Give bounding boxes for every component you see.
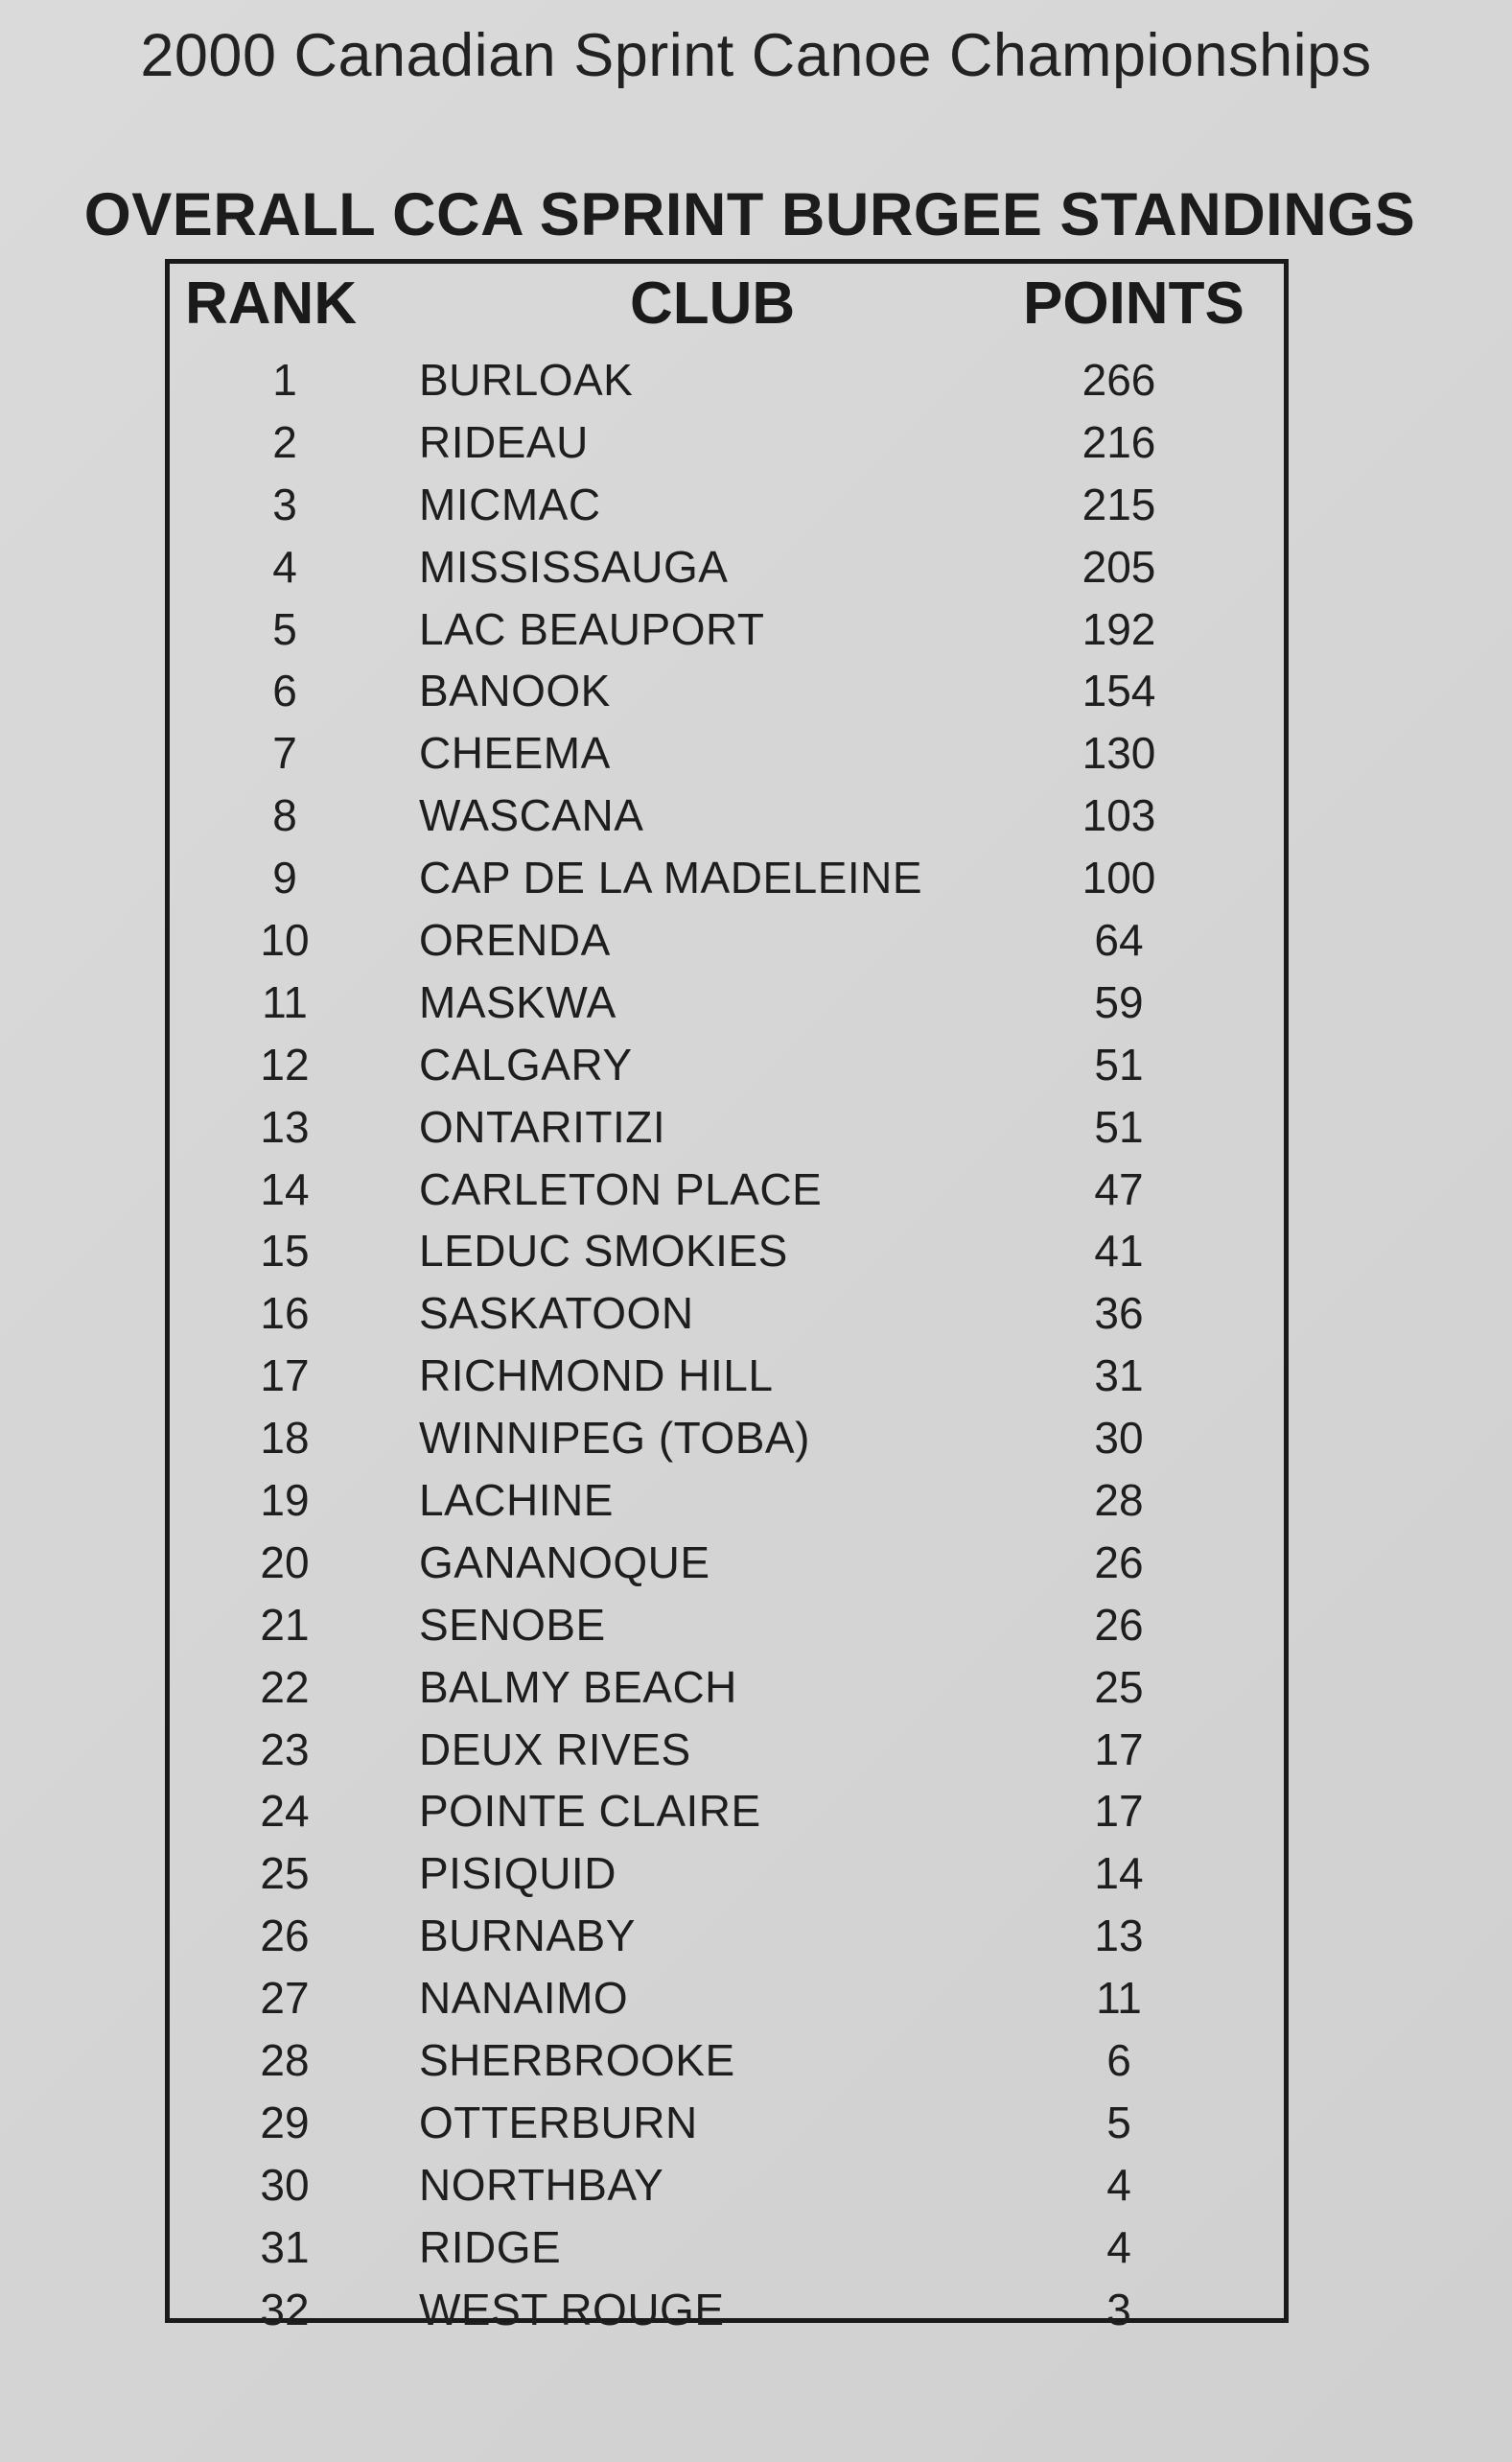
column-header-club: CLUB bbox=[630, 270, 796, 337]
table-row bbox=[170, 971, 1284, 1033]
table-row bbox=[170, 410, 1284, 473]
table-row bbox=[170, 1344, 1284, 1406]
document-title: 2000 Canadian Sprint Canoe Championships bbox=[140, 22, 1372, 89]
rank-cell: 1 bbox=[272, 355, 297, 405]
rank-cell: 20 bbox=[260, 1536, 310, 1587]
points-cell: 6 bbox=[1106, 2035, 1131, 2086]
column-header-points: POINTS bbox=[1023, 270, 1244, 337]
club-cell: MICMAC bbox=[419, 479, 601, 529]
points-cell: 215 bbox=[1082, 479, 1156, 529]
club-cell: PISIQUID bbox=[419, 1848, 616, 1899]
points-cell: 4 bbox=[1106, 2159, 1131, 2210]
rank-cell: 12 bbox=[260, 1039, 310, 1090]
table-row bbox=[170, 2028, 1284, 2091]
points-cell: 3 bbox=[1106, 2284, 1131, 2334]
table-row bbox=[170, 2216, 1284, 2278]
club-cell: BURNABY bbox=[419, 1911, 636, 1961]
club-cell: RICHMOND HILL bbox=[419, 1350, 774, 1401]
points-cell: 154 bbox=[1082, 666, 1156, 716]
club-cell: ONTARITIZI bbox=[419, 1101, 666, 1152]
club-cell: OTTERBURN bbox=[419, 2097, 698, 2147]
points-cell: 47 bbox=[1094, 1163, 1144, 1214]
club-cell: WEST ROUGE bbox=[419, 2284, 725, 2334]
rank-cell: 14 bbox=[260, 1163, 310, 1214]
points-cell: 31 bbox=[1094, 1350, 1144, 1401]
rank-cell: 9 bbox=[272, 853, 297, 903]
table-row bbox=[170, 1593, 1284, 1655]
table-row bbox=[170, 2091, 1284, 2153]
club-cell: CALGARY bbox=[419, 1039, 633, 1090]
table-row bbox=[170, 1406, 1284, 1468]
table-row bbox=[170, 473, 1284, 535]
points-cell: 103 bbox=[1082, 790, 1156, 841]
rank-cell: 29 bbox=[260, 2097, 310, 2147]
points-cell: 26 bbox=[1094, 1536, 1144, 1587]
points-cell: 205 bbox=[1082, 541, 1156, 592]
rank-cell: 7 bbox=[272, 728, 297, 779]
rank-cell: 26 bbox=[260, 1911, 310, 1961]
table-row bbox=[170, 2278, 1284, 2340]
rank-cell: 19 bbox=[260, 1475, 310, 1526]
table-row bbox=[170, 1531, 1284, 1593]
points-cell: 59 bbox=[1094, 976, 1144, 1027]
rank-cell: 8 bbox=[272, 790, 297, 841]
rank-cell: 4 bbox=[272, 541, 297, 592]
club-cell: NORTHBAY bbox=[419, 2159, 664, 2210]
points-cell: 192 bbox=[1082, 603, 1156, 654]
rank-cell: 24 bbox=[260, 1786, 310, 1837]
club-cell: BURLOAK bbox=[419, 355, 634, 405]
rank-cell: 16 bbox=[260, 1288, 310, 1339]
rank-cell: 27 bbox=[260, 1973, 310, 2024]
club-cell: LACHINE bbox=[419, 1475, 614, 1526]
club-cell: SHERBROOKE bbox=[419, 2035, 735, 2086]
club-cell: WASCANA bbox=[419, 790, 644, 841]
club-cell: NANAIMO bbox=[419, 1973, 629, 2024]
points-cell: 30 bbox=[1094, 1413, 1144, 1464]
rank-cell: 18 bbox=[260, 1413, 310, 1464]
points-cell: 25 bbox=[1094, 1661, 1144, 1712]
points-cell: 17 bbox=[1094, 1723, 1144, 1774]
points-cell: 266 bbox=[1082, 355, 1156, 405]
rank-cell: 2 bbox=[272, 416, 297, 467]
rank-cell: 15 bbox=[260, 1226, 310, 1277]
rank-cell: 13 bbox=[260, 1101, 310, 1152]
rank-cell: 28 bbox=[260, 2035, 310, 2086]
club-cell: SASKATOON bbox=[419, 1288, 694, 1339]
rank-cell: 5 bbox=[272, 603, 297, 654]
club-cell: SENOBE bbox=[419, 1599, 606, 1650]
table-row bbox=[170, 846, 1284, 908]
points-cell: 14 bbox=[1094, 1848, 1144, 1899]
club-cell: ORENDA bbox=[419, 915, 611, 966]
table-row bbox=[170, 2153, 1284, 2216]
club-cell: BALMY BEACH bbox=[419, 1661, 737, 1712]
club-cell: POINTE CLAIRE bbox=[419, 1786, 761, 1837]
club-cell: MISSISSAUGA bbox=[419, 541, 729, 592]
points-cell: 17 bbox=[1094, 1786, 1144, 1837]
points-cell: 28 bbox=[1094, 1475, 1144, 1526]
points-cell: 36 bbox=[1094, 1288, 1144, 1339]
table-row bbox=[170, 1468, 1284, 1531]
club-cell: WINNIPEG (TOBA) bbox=[419, 1413, 810, 1464]
rank-cell: 31 bbox=[260, 2221, 310, 2272]
table-row bbox=[170, 721, 1284, 784]
points-cell: 5 bbox=[1106, 2097, 1131, 2147]
table-row bbox=[170, 535, 1284, 598]
table-row bbox=[170, 1904, 1284, 1966]
points-cell: 100 bbox=[1082, 853, 1156, 903]
rank-cell: 10 bbox=[260, 915, 310, 966]
points-cell: 41 bbox=[1094, 1226, 1144, 1277]
points-cell: 51 bbox=[1094, 1039, 1144, 1090]
rank-cell: 3 bbox=[272, 479, 297, 529]
rank-cell: 21 bbox=[260, 1599, 310, 1650]
club-cell: RIDGE bbox=[419, 2221, 562, 2272]
points-cell: 216 bbox=[1082, 416, 1156, 467]
club-cell: RIDEAU bbox=[419, 416, 589, 467]
standings-heading: OVERALL CCA SPRINT BURGEE STANDINGS bbox=[83, 181, 1416, 248]
points-cell: 26 bbox=[1094, 1599, 1144, 1650]
points-cell: 11 bbox=[1096, 1973, 1142, 2024]
club-cell: BANOOK bbox=[419, 666, 611, 716]
rank-cell: 25 bbox=[260, 1848, 310, 1899]
points-cell: 4 bbox=[1106, 2221, 1131, 2272]
table-row bbox=[170, 1033, 1284, 1095]
table-row bbox=[170, 908, 1284, 971]
table-row bbox=[170, 1095, 1284, 1158]
table-row bbox=[170, 348, 1284, 410]
table-row bbox=[170, 1655, 1284, 1718]
rank-cell: 11 bbox=[262, 976, 308, 1027]
points-cell: 64 bbox=[1094, 915, 1144, 966]
table-row bbox=[170, 1219, 1284, 1281]
table-row bbox=[170, 659, 1284, 721]
table-row bbox=[170, 1841, 1284, 1904]
standings-table bbox=[165, 259, 1289, 2334]
table-row bbox=[170, 1281, 1284, 1344]
rank-cell: 22 bbox=[260, 1661, 310, 1712]
rank-cell: 17 bbox=[260, 1350, 310, 1401]
column-header-rank: RANK bbox=[185, 270, 358, 337]
rank-cell: 30 bbox=[260, 2159, 310, 2210]
rank-cell: 32 bbox=[260, 2284, 310, 2334]
table-row bbox=[170, 598, 1284, 660]
table-header-row bbox=[170, 264, 1284, 348]
club-cell: GANANOQUE bbox=[419, 1536, 710, 1587]
table-row bbox=[170, 1718, 1284, 1780]
points-cell: 130 bbox=[1082, 728, 1156, 779]
table-row bbox=[170, 784, 1284, 846]
points-cell: 51 bbox=[1094, 1101, 1144, 1152]
rank-cell: 23 bbox=[260, 1723, 310, 1774]
rank-cell: 6 bbox=[272, 666, 297, 716]
table-row bbox=[170, 1158, 1284, 1220]
club-cell: CARLETON PLACE bbox=[419, 1163, 823, 1214]
table-row bbox=[170, 1966, 1284, 2028]
table-row bbox=[170, 1779, 1284, 1841]
club-cell: LEDUC SMOKIES bbox=[419, 1226, 788, 1277]
table-body bbox=[170, 348, 1284, 2340]
club-cell: CHEEMA bbox=[419, 728, 611, 779]
club-cell: DEUX RIVES bbox=[419, 1723, 691, 1774]
club-cell: CAP DE LA MADELEINE bbox=[419, 853, 923, 903]
points-cell: 13 bbox=[1094, 1911, 1144, 1961]
club-cell: MASKWA bbox=[419, 976, 616, 1027]
club-cell: LAC BEAUPORT bbox=[419, 603, 765, 654]
